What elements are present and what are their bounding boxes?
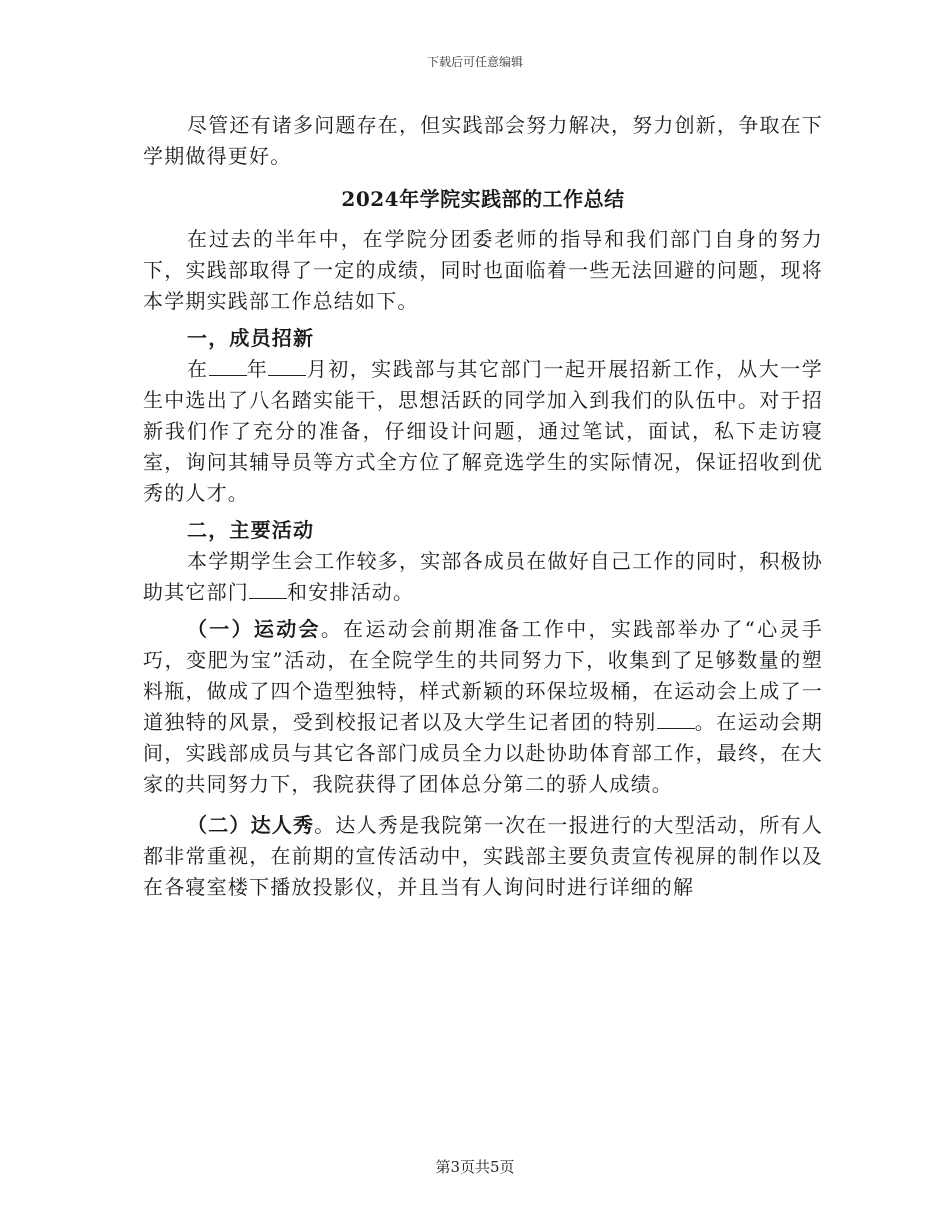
text-run: 。达人秀是我院第一次在一报进行的大型活动，所有人都非常重视，在前期的宣传活动中，实践部主要负责宣传视屏的制作以及在各寝室楼下播放投影仪，并且当有人询问时进行详细的解 — [143, 813, 824, 899]
paragraph-sports-meet — [143, 614, 823, 800]
blank-underline — [657, 710, 695, 729]
section-heading-activities: 二，主要活动 — [187, 518, 315, 542]
text-run: 在 — [187, 357, 209, 381]
document-title: 2024年学院实践部的工作总结 — [341, 187, 625, 211]
document-body — [143, 110, 823, 903]
blank-underline — [249, 580, 287, 599]
text-run: 和安排活动。 — [287, 580, 415, 604]
text-run: 年 — [246, 357, 269, 381]
paragraph-talent-show — [143, 810, 823, 903]
section-heading-recruitment: 一，成员招新 — [187, 326, 315, 350]
paragraph-activities-intro — [143, 546, 823, 608]
text-run: 本学期学生会工作较多，实部各成员在做好自己工作的同时，积极协助其它部门 — [143, 549, 823, 604]
blank-underline — [268, 357, 306, 376]
subheading-sports-meet: （一）运动会 — [187, 617, 321, 641]
text-run: 月初，实践部与其它部门一起开展招新工作，从大一学生中选出了八名踏实能干，思想活跃的同学加入到我们的队伍中。对于招新我们作了充分的准备，仔细设计问题，通过笔试，面试，私下走访寝室，询问其辅导员等方式全方位了解竞选学生的实际情况，保证招收到优秀的人才。 — [143, 357, 823, 505]
text-run: 。在运动会期间，实践部成员与其它各部门成员全力以赴协助体育部工作，最终，在大家的共同努力下，我院获得了团体总分第二的骄人成绩。 — [143, 710, 823, 796]
page-footer: 第3页共5页 — [435, 1158, 515, 1176]
paragraph-recruitment — [143, 354, 823, 509]
page-header: 下载后可任意编辑 — [426, 55, 523, 69]
paragraph-intro: 在过去的半年中，在学院分团委老师的指导和我们部门自身的努力下，实践部取得了一定的成绩，同时也面临着一些无法回避的问题，现将本学期实践部工作总结如下。 — [143, 227, 823, 313]
text-run: 。在运动会前期准备工作中，实践部举办了“心灵手巧，变肥为宝”活动，在全院学生的共同努力下，收集到了足够数量的塑料瓶，做成了四个造型独特，样式新颖的环保垃圾桶，在运动会上成了一道独特的风景，受到校报记者以及大学生记者团的特别 — [143, 617, 824, 734]
subheading-talent-show: （二）达人秀 — [187, 813, 315, 837]
blank-underline — [209, 357, 247, 376]
paragraph-closing: 尽管还有诸多问题存在，但实践部会努力解决，努力创新，争取在下学期做得更好。 — [143, 113, 823, 168]
